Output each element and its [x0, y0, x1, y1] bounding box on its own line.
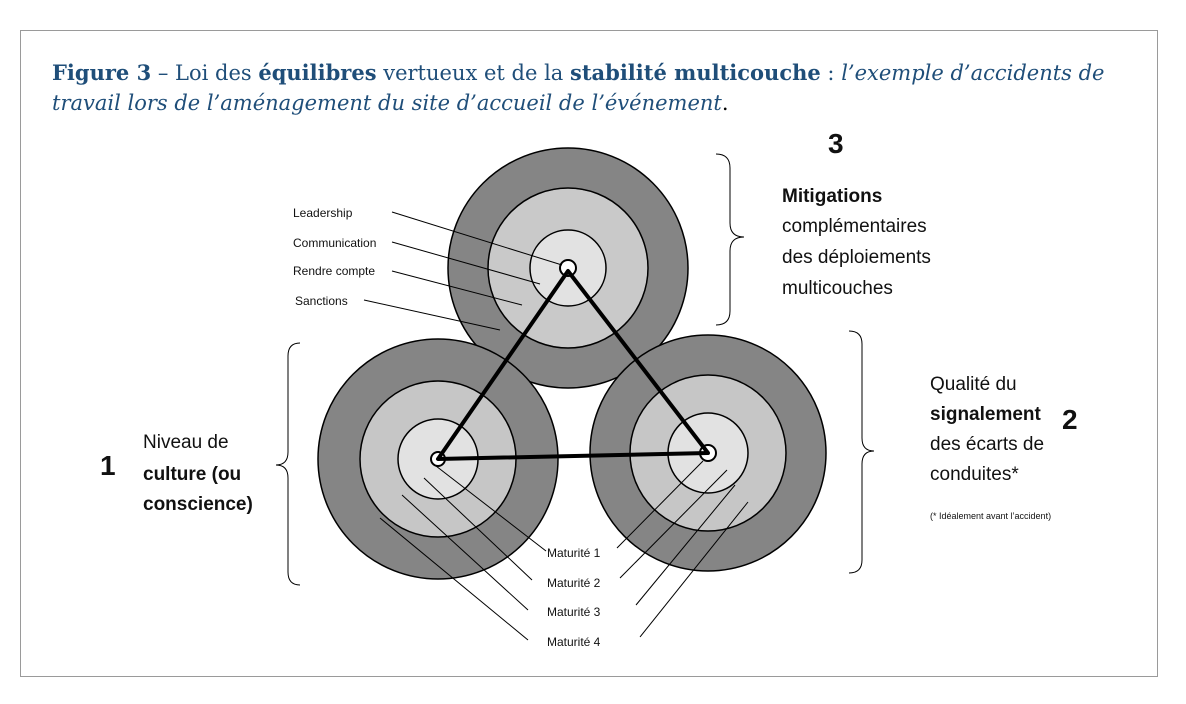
group-2-note: (* Idéalement avant l’accident): [930, 511, 1052, 521]
label-maturite-2: Maturité 2: [547, 576, 601, 590]
group-1-line-1: Niveau de: [143, 432, 229, 453]
group-3-line-3: des déploiements: [782, 247, 931, 268]
caption-dash: –: [151, 61, 176, 85]
label-maturite-3: Maturité 3: [547, 605, 601, 619]
caption-text-3: :: [820, 61, 842, 85]
group-1-line-2: culture (ou: [143, 464, 242, 485]
group-2-line-4: conduites*: [930, 464, 1019, 485]
group-2-line-3: des écarts de: [930, 434, 1045, 455]
group-2-number: 2: [1062, 404, 1078, 435]
label-maturite-1: Maturité 1: [547, 546, 601, 560]
label-maturite-4: Maturité 4: [547, 635, 601, 649]
label-sanctions: Sanctions: [295, 294, 348, 308]
group-2-line-1: Qualité du: [930, 374, 1017, 395]
group-3-line-2: complémentaires: [782, 216, 927, 237]
caption-italic: l’exemple d’accidents de travail lors de l’aménagement du site d’accueil de l’événement: [52, 61, 1105, 115]
caption-end: .: [721, 91, 729, 115]
group-1-line-3: conscience): [143, 494, 253, 515]
brace-top: [716, 154, 744, 325]
figure-label: Figure 3: [52, 60, 152, 85]
label-rendre-compte: Rendre compte: [293, 264, 376, 278]
caption-bold-stabilite: stabilité multicouche: [570, 60, 821, 85]
group-3-number: 3: [828, 128, 844, 159]
group-3-line-1: Mitigations: [782, 186, 883, 207]
caption-bold-equilibres: équilibres: [258, 60, 377, 85]
caption-text-2: vertueux et de la: [376, 61, 570, 85]
caption-text-1: Loi des: [175, 61, 259, 85]
brace-right: [849, 331, 874, 573]
group-2-line-2: signalement: [930, 404, 1041, 425]
group-3-line-4: multicouches: [782, 278, 893, 299]
label-communication: Communication: [293, 236, 377, 250]
brace-left: [276, 343, 300, 585]
label-leadership: Leadership: [293, 206, 353, 220]
group-1-number: 1: [100, 450, 116, 481]
